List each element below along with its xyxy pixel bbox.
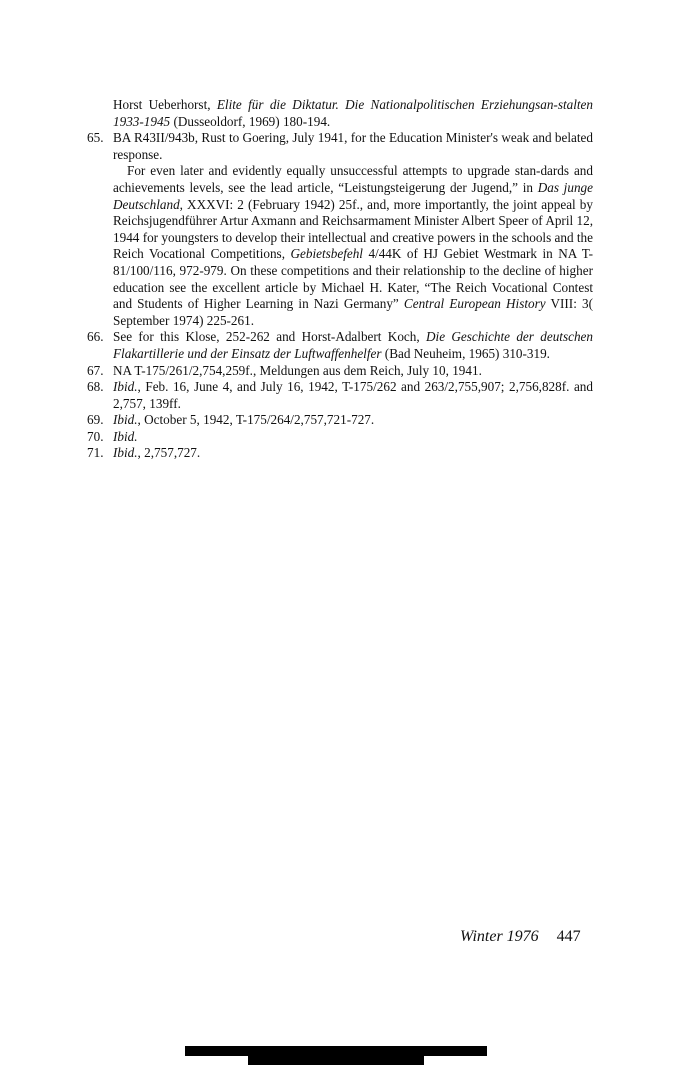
note-69 (87, 412, 593, 429)
note-number: 69. (87, 412, 104, 428)
note-text: For even later and evidently equally unsuccessful attempts to upgrade stan-dards and achievements levels, see the lead article, “Leistungsteigerung der Jugend,” in Das junge Deutschland, XXXVI: 2 (February 1942) 25f., and, more importantly, the joint appeal by Reichsjugendführer Artur Axmann and Reichsarmament Minister Albert Speer of April 12, 1944 for youngsters to develop their intellectual and creative powers in the schools and the Reich Vocational Competitions, Gebietsbefehl 4/44K of HJ Gebiet Westmark in NA T-81/100/116, 972-979. On these competitions and their relationship to the decline of higher education see the excellent article by Michael H. Kater, “The Reich Vocational Contest and Students of Higher Learning in Nazi Germany” Central European History VIII: 3( September 1974) 225-261. (113, 163, 593, 328)
note-text: Ibid., 2,757,727. (113, 445, 201, 461)
scan-redaction-bar (185, 1046, 487, 1056)
scan-redaction-bar (248, 1056, 424, 1065)
note-number: 67. (87, 362, 104, 378)
note-70 (87, 429, 593, 446)
note-text: Ibid. (113, 428, 138, 444)
endnotes (87, 97, 593, 462)
note-65 (87, 130, 593, 329)
note-number: 65. (87, 130, 104, 146)
note-68 (87, 379, 593, 412)
note-text: Ibid., Feb. 16, June 4, and July 16, 1942, T-175/262 and 263/2,755,907; 2,756,828f. and 2,757, 139ff. (113, 379, 593, 411)
note-number: 68. (87, 379, 104, 395)
note-number: 71. (87, 445, 104, 461)
note-text: See for this Klose, 252-262 and Horst-Adalbert Koch, Die Geschichte der deutschen Flakartillerie und der Einsatz der Luftwaffenhelfer (Bad Neuheim, 1965) 310-319. (113, 329, 593, 361)
page-number: 447 (556, 928, 581, 945)
note-66 (87, 329, 593, 362)
note-continuation (87, 97, 593, 130)
note-71 (87, 445, 593, 462)
note-text: Horst Ueberhorst, Elite für die Diktatur. Die Nationalpolitischen Erziehungsan-stalten 1933-1945 (Dusseoldorf, 1969) 180-194. (113, 97, 593, 129)
note-number: 66. (87, 329, 104, 345)
journal-issue: Winter 1976 (460, 928, 539, 945)
note-number: 70. (87, 428, 104, 444)
page-footer (460, 928, 581, 946)
note-text: NA T-175/261/2,754,259f., Meldungen aus dem Reich, July 10, 1941. (113, 362, 482, 378)
note-67 (87, 363, 593, 380)
note-text: BA R43II/943b, Rust to Goering, July 1941, for the Education Minister's weak and belated response. (113, 130, 593, 162)
note-text: Ibid., October 5, 1942, T-175/264/2,757,721-727. (113, 412, 375, 428)
